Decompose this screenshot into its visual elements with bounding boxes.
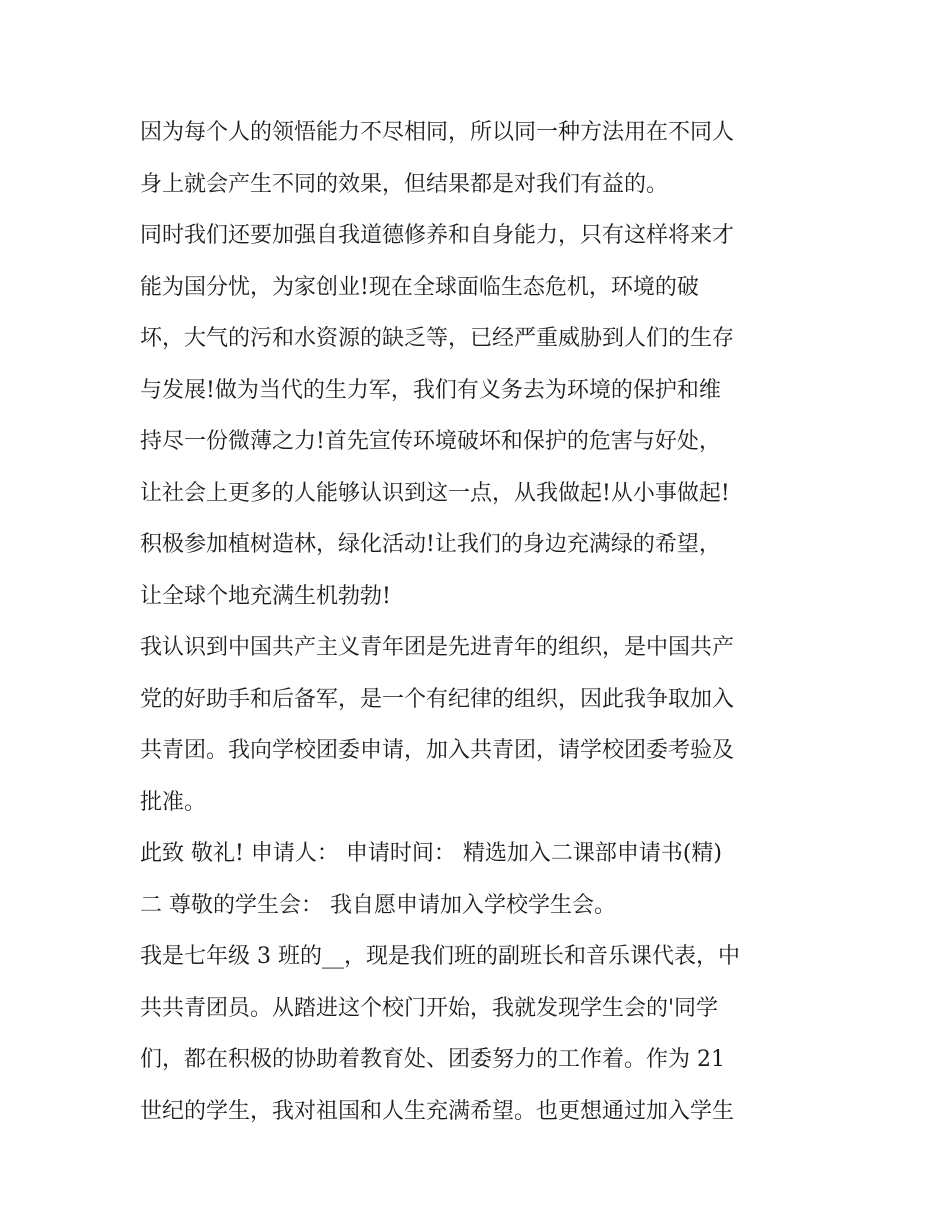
text-line: 能为国分忧，为家创业!现在全球面临生态危机，环境的破 bbox=[140, 274, 699, 300]
text-line: 二 尊敬的学生会： 我自愿申请加入学校学生会。 bbox=[140, 892, 616, 918]
text-line: 坏，大气的污和水资源的缺乏等，已经严重威胁到人们的生存 bbox=[140, 326, 735, 351]
text-line: 世纪的学生，我对祖国和人生充满希望。也更想通过加入学生 bbox=[140, 1098, 735, 1124]
text-line: 们，都在积极的协助着教育处、团委努力的工作着。作为 21 bbox=[140, 1047, 725, 1072]
text-line: 让社会上更多的人能够认识到这一点，从我做起!从小事做起! bbox=[140, 480, 730, 506]
text-line: 共共青团员。从踏进这个校门开始，我就发现学生会的'同学 bbox=[140, 995, 719, 1021]
document-body bbox=[140, 107, 820, 1137]
text-line: 同时我们还要加强自我道德修养和自身能力，只有这样将来才 bbox=[140, 223, 735, 248]
text-line: 让全球个地充满生机勃勃! bbox=[140, 583, 391, 609]
text-line: 因为每个人的领悟能力不尽相同，所以同一种方法用在不同人 bbox=[140, 120, 735, 145]
text-line: 共青团。我向学校团委申请，加入共青团，请学校团委考验及 bbox=[140, 738, 735, 763]
text-line: 党的好助手和后备军，是一个有纪律的组织，因此我争取加入 bbox=[140, 686, 735, 712]
text-line: 积极参加植树造林，绿化活动!让我们的身边充满绿的希望， bbox=[140, 532, 721, 557]
text-line: 此致 敬礼! 申请人： 申请时间： 精选加入二课部申请书(精) bbox=[140, 841, 722, 866]
text-line: 我是七年级 3 班的__，现是我们班的副班长和音乐课代表，中 bbox=[140, 944, 740, 969]
text-line: 我认识到中国共产主义青年团是先进青年的组织，是中国共产 bbox=[140, 635, 735, 660]
text-line: 身上就会产生不同的效果，但结果都是对我们有益的。 bbox=[140, 171, 669, 197]
text-line: 与发展!做为当代的生力军，我们有义务去为环境的保护和维 bbox=[140, 377, 721, 403]
text-line: 持尽一份微薄之力!首先宣传环境破坏和保护的危害与好处， bbox=[140, 429, 721, 454]
text-line: 批准。 bbox=[140, 789, 207, 815]
